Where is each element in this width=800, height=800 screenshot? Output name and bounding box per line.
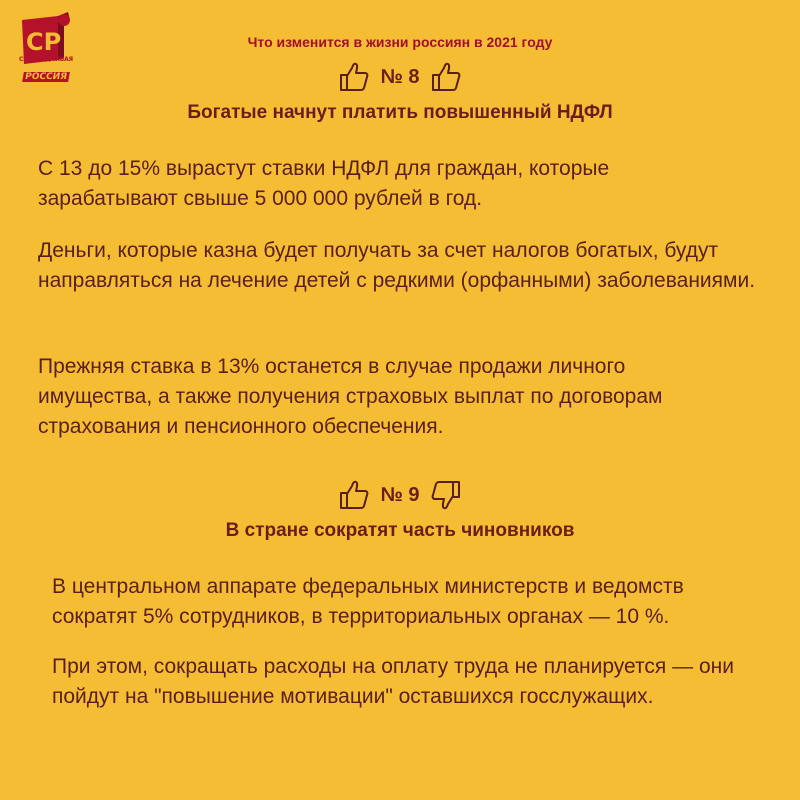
section-8-title: Богатые начнут платить повышенный НДФЛ (187, 102, 613, 123)
section-8-header (0, 60, 800, 124)
section-8-paragraph-1: С 13 до 15% вырастут ставки НДФЛ для граждан, которые зарабатывают свыше 5 000 000 рублей в год. (38, 157, 610, 210)
thumbs-up-icon (429, 60, 463, 94)
svg-text:СР: СР (26, 28, 62, 56)
logo-line1: СПРАВЕДЛИВАЯ (19, 56, 73, 63)
section-9-paragraph-2: При этом, сокращать расходы на оплату труда не планируется — они пойдут на "повышение мотивации" оставшихся госслужащих. (52, 655, 734, 708)
section-8-paragraph-3: Прежняя ставка в 13% останется в случае продажи личного имущества, а также получения страховых выплат по договорам страхования и пенсионного обеспечения. (38, 355, 663, 438)
page-header-title: Что изменится в жизни россиян в 2021 году (247, 34, 553, 50)
thumbs-down-icon (429, 478, 463, 512)
section-9-title: В стране сократят часть чиновников (225, 520, 575, 541)
thumbs-up-icon (337, 60, 371, 94)
thumbs-up-icon (337, 478, 371, 512)
section-8-number: № 8 (380, 65, 420, 88)
section-9-header (0, 478, 800, 542)
section-8-paragraph-2: Деньги, которые казна будет получать за счет налогов богатых, будут направляться на лечение детей с редкими (орфанными) заболеваниями. (38, 239, 756, 292)
logo-line2: РОССИЯ (24, 72, 68, 82)
section-9-paragraph-1: В центральном аппарате федеральных министерств и ведомств сократят 5% сотрудников, в территориальных органах — 10 %. (52, 575, 684, 628)
section-9-number: № 9 (380, 483, 420, 506)
